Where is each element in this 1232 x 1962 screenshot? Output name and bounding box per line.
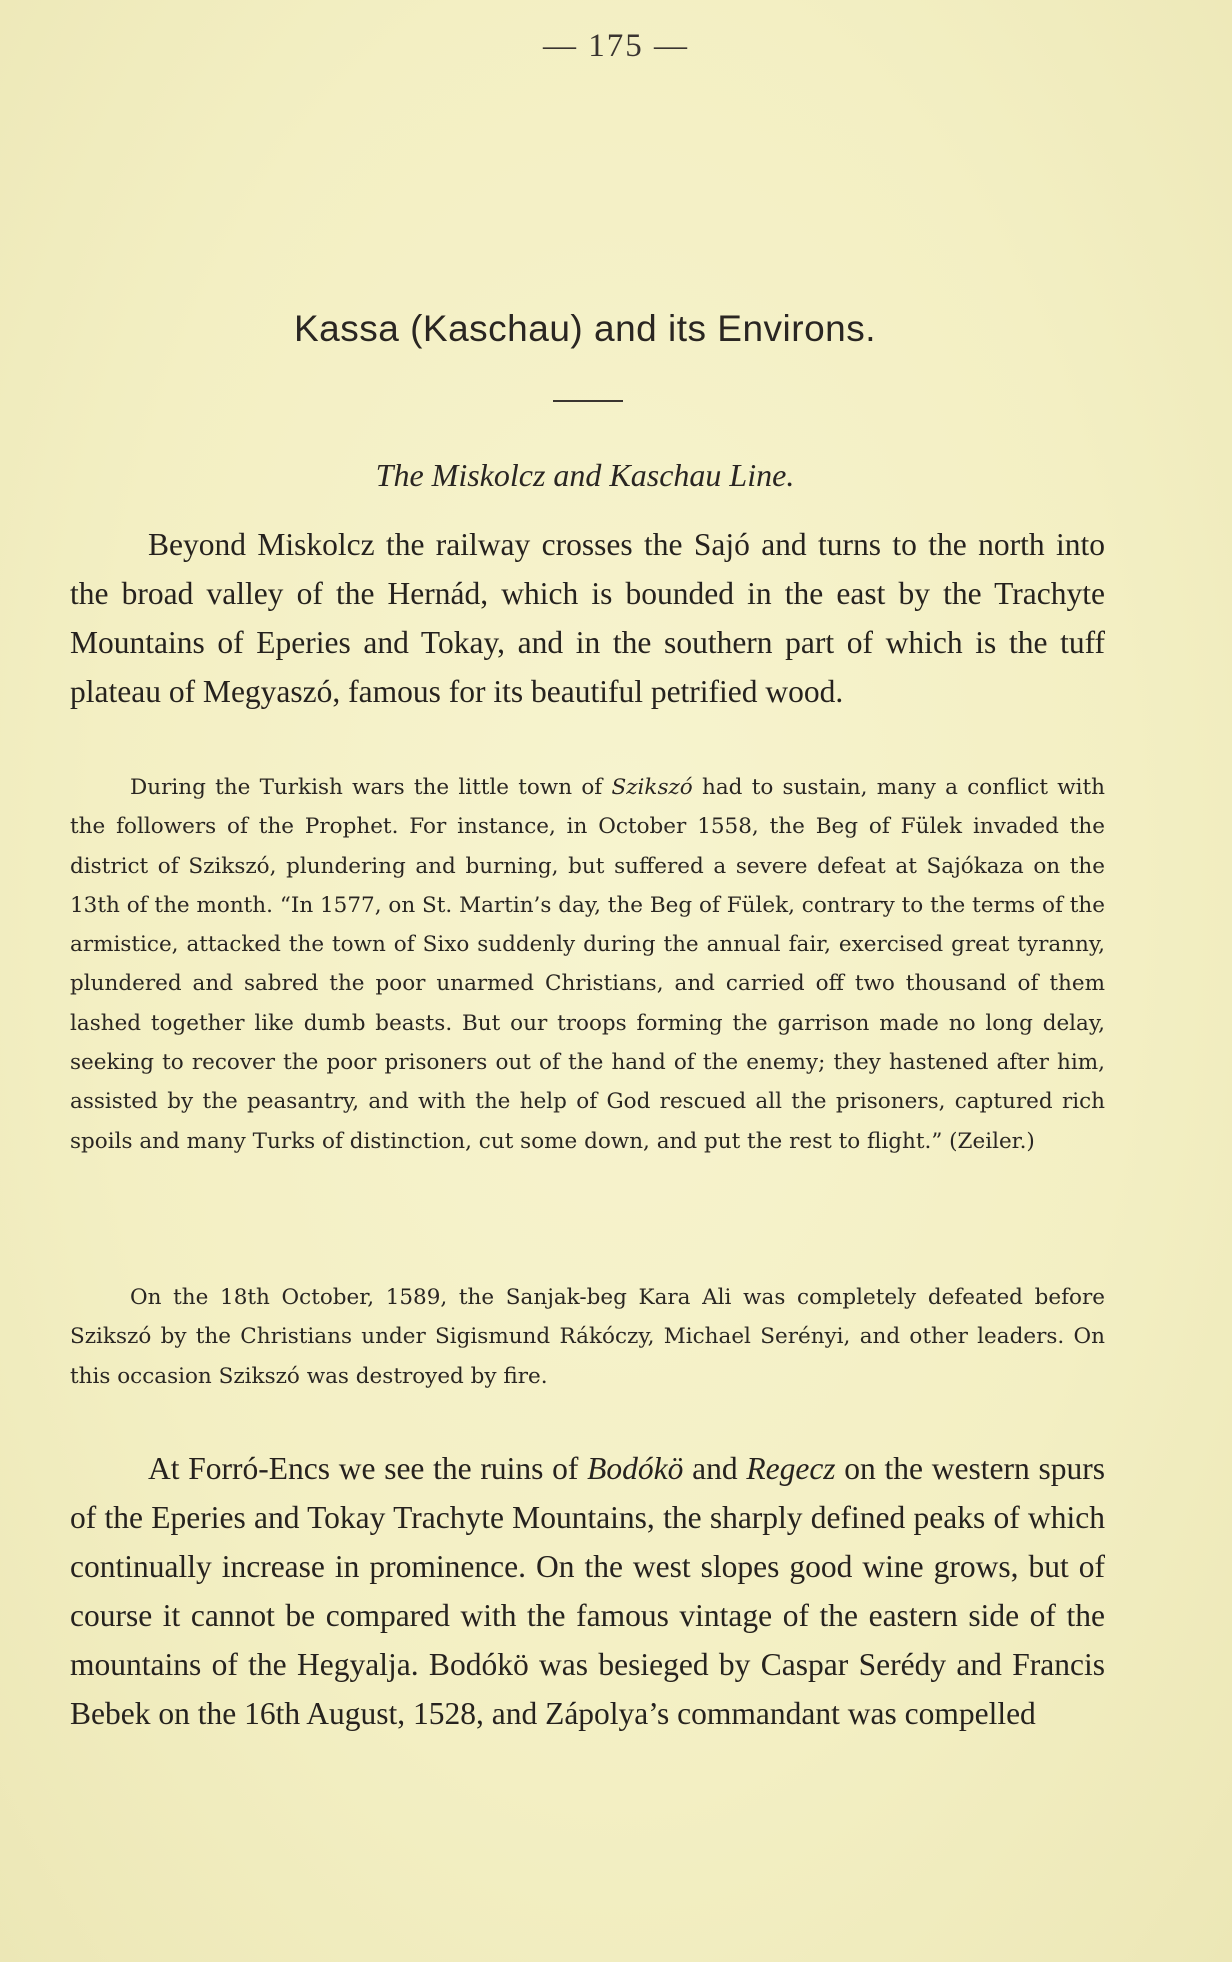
note-paragraph-2: On the 18th October, 1589, the Sanjak-beg Kara Ali was completely defeated before Szikszó by the Christians under Sigismund Rákóczy, Michael Serényi, and other leaders. On this occasion Szikszó was destroyed by fire. — [70, 1285, 1105, 1389]
paragraph-2 — [70, 1444, 1105, 1738]
paragraph-2-text-middle: and — [683, 1451, 747, 1486]
paragraph-2-text-after: on the western spurs of the Eperies and Tokay Trachyte Mountains, the sharply defined peaks of which continually increase in prominence. On the west slopes good wine grows, but of course it cannot be compared with the famous vintage of the eastern side of the mountains of the Hegyalja. Bodókö was besieged by Caspar Serédy and Francis Bebek on the 16th August, 1528, and Zápolya’s commandant was compelled — [70, 1451, 1106, 1731]
page-number: — 175 — — [543, 28, 689, 64]
note-1-text-before: During the Turkish wars the little town of — [130, 775, 612, 800]
paragraph-1: Beyond Miskolcz the railway crosses the Sajó and turns to the north into the broad valley of the Hernád, which is bounded in the east by the Trachyte Mountains of Eperies and Tokay, and in the southern part of which is the tuff plateau of Megyaszó, famous for its beautiful petrified wood. — [70, 527, 1105, 709]
ruin-name-bodoko: Bodókö — [587, 1451, 684, 1486]
ruin-name-regecz: Regecz — [746, 1451, 836, 1486]
place-name-szikszo: Szikszó — [611, 775, 693, 800]
paragraph-2-text-before: At Forró-Encs we see the ruins of — [148, 1451, 588, 1486]
note-1-text-after: had to sustain, many a conflict with the followers of the Prophet. For instance, in October 1558, the Beg of Fülek invaded the district of Szikszó, plundering and burning, but suffered a severe defeat at Sajókaza on the 13th of the month. “In 1577, on St. Martin’s day, the Beg of Fülek, contrary to the terms of the armistice, attacked the town of Sixo suddenly during the annual fair, exercised great tyranny, plundered and sabred the poor unarmed Christians, and carried off two thousand of them lashed together like dumb beasts. But our troops forming the garrison made no long delay, seeking to recover the poor prisoners out of the hand of the enemy; they hastened after him, assisted by the peasantry, and with the help of God rescued all the prisoners, captured rich spoils and many Turks of distinction, cut some down, and put the rest to flight.” (Zeiler.) — [70, 775, 1106, 1154]
chapter-title: Kassa (Kaschau) and its Environs. — [293, 308, 877, 349]
title-divider — [553, 400, 623, 402]
note-paragraph-1 — [70, 768, 1105, 1161]
section-title: The Miskolcz and Kaschau Line. — [375, 457, 795, 493]
